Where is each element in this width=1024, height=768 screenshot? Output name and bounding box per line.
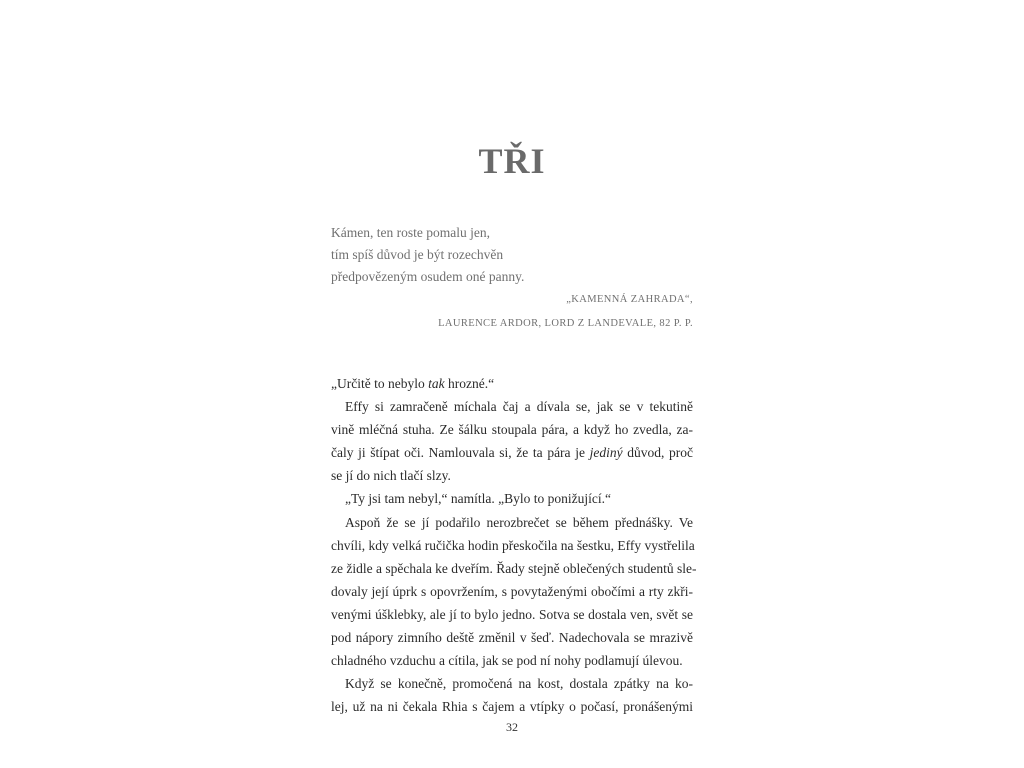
body-text-emphasis: jediný (589, 445, 623, 461)
body-line (331, 580, 693, 603)
epigraph-line: Kámen, ten roste pomalu jen, (331, 225, 490, 240)
body-text-segment: venými úšklebky, ale jí to bylo jedno. Sotva se dostala ven, svět se (331, 606, 693, 622)
body-text-emphasis: tak (428, 376, 445, 391)
body-line (331, 487, 693, 510)
body-text-segment: Effy si zamračeně míchala čaj a dívala se, jak se v tekutině (345, 399, 693, 415)
body-text-segment: „Určitě to nebylo (331, 376, 429, 391)
body-line (331, 557, 697, 580)
body-line (331, 672, 693, 695)
body-line (331, 464, 693, 487)
chapter-body (331, 372, 697, 718)
body-text-segment: vině mléčná stuha. Ze šálku stoupala pára, a když ho zvedla, za- (331, 422, 693, 438)
body-line (331, 372, 693, 395)
body-line (331, 695, 693, 718)
body-text-segment: důvod, proč (622, 445, 693, 461)
body-text-segment: hrozné.“ (444, 376, 495, 391)
epigraph-line: předpovězeným osudem oné panny. (331, 269, 525, 284)
body-line (331, 626, 693, 649)
body-text-segment: pod nápory zimního deště změnil v šeď. Nadechovala se mrazivě (331, 630, 693, 646)
body-line (331, 649, 693, 672)
body-text-segment: se jí do nich tlačí slzy. (331, 468, 451, 484)
body-line (331, 441, 693, 464)
body-text-segment: čaly ji štípat oči. Namlouvala si, že ta pára je (331, 445, 590, 461)
epigraph-attribution-title: „KAMENNÁ ZAHRADA“, (566, 294, 693, 305)
body-line (331, 534, 693, 557)
body-line (331, 395, 693, 418)
chapter-title: TŘI (478, 141, 546, 181)
body-text-segment: chladného vzduchu a cítila, jak se pod ní nohy podlamují úlevou. (331, 653, 683, 669)
body-line (331, 418, 693, 441)
body-text-segment: ze židle a spěchala ke dveřím. Řady stejně oblečených studentů sle- (331, 560, 697, 576)
body-text-segment: „Ty jsi tam nebyl,“ namítla. „Bylo to ponižující.“ (345, 491, 611, 507)
epigraph-line: tím spíš důvod je být rozechvěn (331, 247, 504, 262)
epigraph-attribution-author: LAURENCE ARDOR, LORD Z LANDEVALE, 82 P. P. (438, 318, 693, 329)
body-text-segment: lej, už na ni čekala Rhia s čajem a vtípky o počasí, pronášenými (331, 699, 693, 715)
body-text-segment: Když se konečně, promočená na kost, dostala zpátky na ko- (345, 676, 693, 692)
epigraph (331, 222, 693, 336)
body-line (331, 511, 693, 534)
body-line (331, 603, 693, 626)
body-text-segment: Aspoň že se jí podařilo nerozbrečet se během přednášky. Ve (345, 514, 693, 530)
body-text-segment: dovaly její úprk s opovržením, s povytaženými obočími a rty zkři- (331, 583, 693, 599)
body-text-segment: chvíli, kdy velká ručička hodin přeskočila na šestku, Effy vystřelila (331, 537, 695, 553)
page-number: 32 (506, 720, 518, 734)
